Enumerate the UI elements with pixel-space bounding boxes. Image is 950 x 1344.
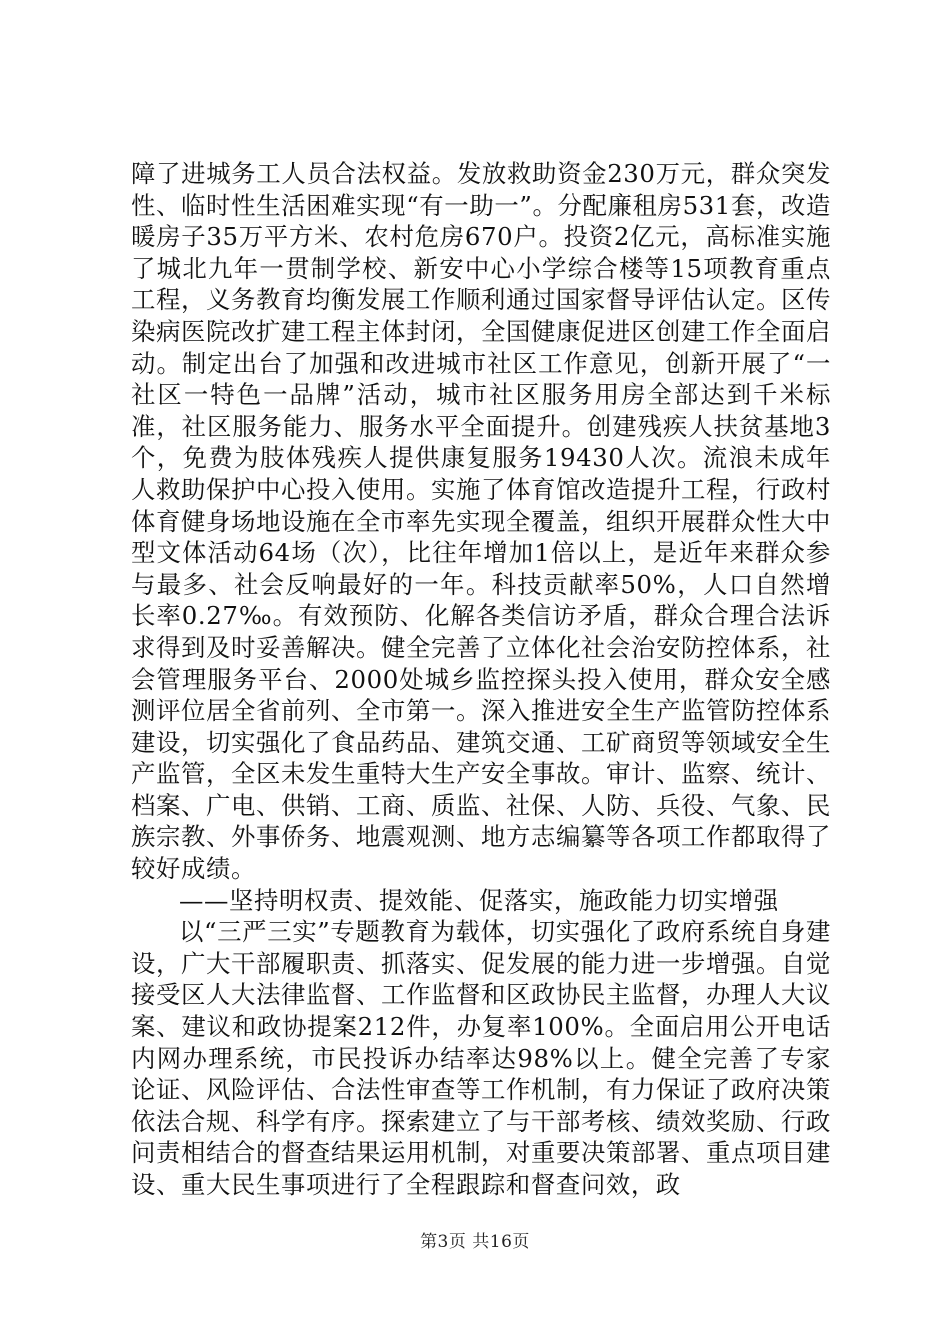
page-footer [0, 1231, 950, 1253]
body-paragraph: 以“三严三实”专题教育为载体，切实强化了政府系统自身建设，广大干部履职责、抓落实、促发展的能力进一步增强。自觉接受区人大法律监督、工作监督和区政协民主监督，办理人大议案、建议和政协提案212件，办复率100%。全面启用公开电话内网办理系统，市民投诉办结率达98%以上。健全完善了专家论证、风险评估、合法性审查等工作机制，有力保证了政府决策依法合规、科学有序。探索建立了与干部考核、绩效奖励、行政问责相结合的督查结果运用机制，对重要决策部署、重点项目建设、重大民生事项进行了全程跟踪和督查问效，政 [131, 917, 831, 1199]
document-body [131, 158, 831, 1201]
page-number: 第3页 共16页 [420, 1232, 530, 1252]
section-heading: ——坚持明权责、提效能、促落实，施政能力切实增强 [179, 885, 779, 915]
body-paragraph-continued: 障了进城务工人员合法权益。发放救助资金230万元，群众突发性、临时性生活困难实现“有一助一”。分配廉租房531套，改造暖房子35万平方米、农村危房670户。投资2亿元，高标准实施了城北九年一贯制学校、新安中心小学综合楼等15项教育重点工程，义务教育均衡发展工作顺利通过国家督导评估认定。区传染病医院改扩建工程主体封闭，全国健康促进区创建工作全面启动。制定出台了加强和改进城市社区工作意见，创新开展了“一社区一特色一品牌”活动，城市社区服务用房全部达到千米标准，社区服务能力、服务水平全面提升。创建残疾人扶贫基地3个，免费为肢体残疾人提供康复服务19430人次。流浪未成年人救助保护中心投入使用。实施了体育馆改造提升工程，行政村体育健身场地设施在全市率先实现全覆盖，组织开展群众性大中型文体活动64场（次），比往年增加1倍以上，是近年来群众参与最多、社会反响最好的一年。科技贡献率50%，人口自然增长率0.27‰。有效预防、化解各类信访矛盾，群众合理合法诉求得到及时妥善解决。健全完善了立体化社会治安防控体系，社会管理服务平台、2000处城乡监控探头投入使用，群众安全感测评位居全省前列、全市第一。深入推进安全生产监管防控体系建设，切实强化了食品药品、建筑交通、工矿商贸等领域安全生产监管，全区未发生重特大生产安全事故。审计、监察、统计、档案、广电、供销、工商、质监、社保、人防、兵役、气象、民族宗教、外事侨务、地震观测、地方志编纂等各项工作都取得了较好成绩。 [131, 159, 831, 884]
